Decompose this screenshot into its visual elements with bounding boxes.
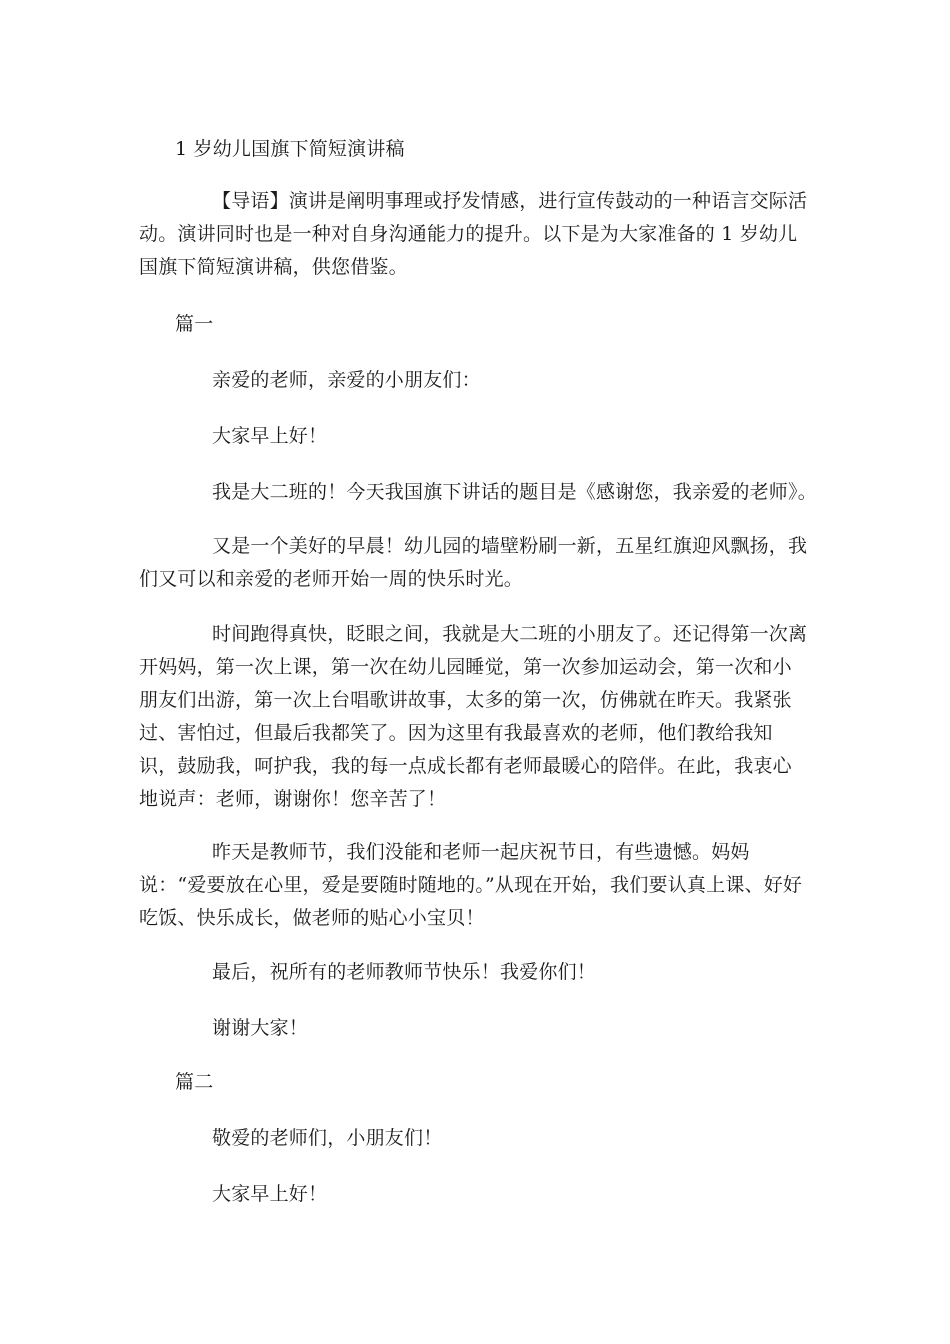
section-heading-2: 篇二 xyxy=(175,1071,214,1093)
paragraph-memories: 时间跑得真快，眨眼之间，我就是大二班的小朋友了。还记得第一次离开妈妈，第一次上课，第一次在幼儿园睡觉，第一次参加运动会，第一次和小朋友们出游，第一次上台唱歌讲故事，太多的第一次，仿佛就在昨天。我紧张过、害怕过，但最后我都笑了。因为这里有我最喜欢的老师，他们教给我知识，鼓励我，呵护我，我的每一点成长都有老师最暖心的陪伴。在此，我衷心地说声：老师，谢谢你！您辛苦了！ xyxy=(139,623,808,810)
document-title: 1 岁幼儿国旗下简短演讲稿 xyxy=(175,138,405,160)
speech-topic: 我是大二班的！今天我国旗下讲话的题目是《感谢您，我亲爱的老师》。 xyxy=(212,481,817,503)
intro-paragraph: 【导语】演讲是阐明事理或抒发情感，进行宣传鼓动的一种语言交际活动。演讲同时也是一种对自身沟通能力的提升。以下是为大家准备的 1 岁幼儿国旗下简短演讲稿，供您借鉴。 xyxy=(139,190,808,278)
closing-line: 最后，祝所有的老师教师节快乐！我爱你们！ xyxy=(212,961,597,983)
paragraph-morning: 又是一个美好的早晨！幼儿园的墙壁粉刷一新，五星红旗迎风飘扬，我们又可以和亲爱的老师开始一周的快乐时光。 xyxy=(139,535,808,590)
thanks-line: 谢谢大家！ xyxy=(212,1017,309,1039)
greeting-line: 亲爱的老师，亲爱的小朋友们： xyxy=(212,369,481,391)
morning-greeting-2: 大家早上好！ xyxy=(212,1183,328,1205)
section-heading-1: 篇一 xyxy=(175,313,214,335)
morning-greeting: 大家早上好！ xyxy=(212,425,328,447)
greeting-line-2: 敬爱的老师们，小朋友们！ xyxy=(212,1127,443,1149)
paragraph-teachers-day: 昨天是教师节，我们没能和老师一起庆祝节日，有些遗憾。妈妈说：“爱要放在心里，爱是要随时随地的。”从现在开始，我们要认真上课、好好吃饭、快乐成长，做老师的贴心小宝贝！ xyxy=(139,841,803,929)
